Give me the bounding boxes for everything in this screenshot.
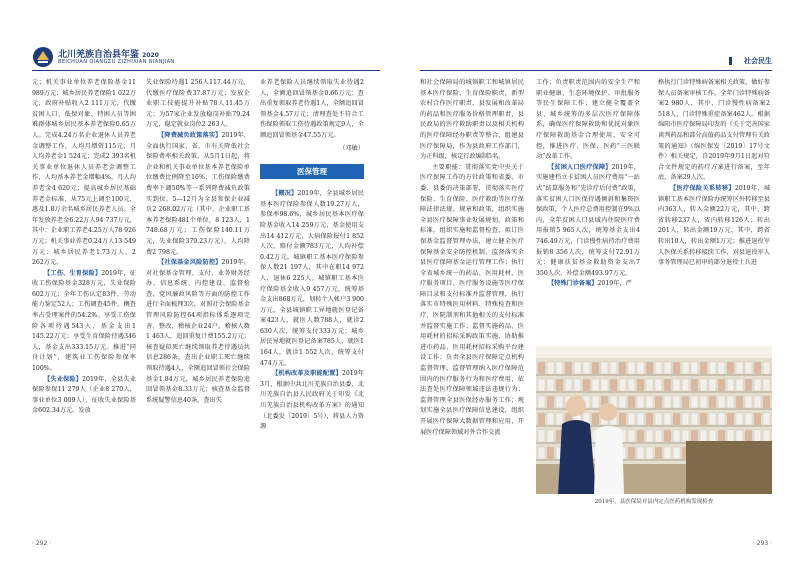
- paragraph-text: 2019年，城镇职工基本医疗保险办统筹区外转移至县内363人，转入金额22万元，其中，跨省转移237人，省内转移126人；转出201人，转出金额19万元，其中，跨省转出10人，转出金额1万元；推进退役军人医保关系转移接续工作，对县退役军人事务管理局已初审的部分退役士兵进: [658, 184, 770, 267]
- paragraph-text: 和社会保障局的城镇职工和城镇居民基本医疗保险、生育保险职责，新型农村合作医疗职责，县发展和改革局的药品和医疗服务价格管理职责，县民政局的医疗救助职责以及相关机构的医疗保障经办职责等整合，组建县医疗保障局，作为县政府工作部门，为正科级，核定行政编制5名。: [420, 79, 524, 161]
- left-column-3: [260, 78, 364, 433]
- paragraph-text: 工作；负责职责范围内的安全生产和职业健康、生态环境保护、审批服务等民生保障工作；建立健全覆盖全县、城乡统筹的多层次医疗保障体系，确保医疗保障救助和优抚对象医疗保障救助基金合理使用、安全可控，推进医疗、医保、医药“三医联动”改革工作。: [536, 79, 640, 161]
- paragraph: [146, 78, 250, 131]
- paragraph: [536, 78, 640, 163]
- paragraph-keyword: 【医疗保险关系转移】: [670, 184, 735, 192]
- paragraph-text: 2019年，对社保基金管理、支付、业务财务经办、信息系统、内控建设、监督检查、党风廉政风险等方面的防控工作进行全面梳理3次，对照社会保险基金管理风险防控64项指标体系逐项完善、整改，稽核企业24户，稽核人数1 463人，追回重复计费155.2万元；核查疑似死亡继续领取养老待遇员共信息286条，查出企业职工死亡继续领取待遇4人，全额追回冒领社会保险基金1.84万元，城乡居民养老保险追回冒领基金8.33万元；核查基金监督系统疑警信息40条，查出失: [146, 259, 250, 404]
- paragraph: [260, 369, 364, 433]
- paragraph-text: 业养老保险人员继续领取失业待遇2人，全额追回冒领基金0.66万元；查出重复领取养老待遇1人，全额追回冒领基金4.57万元；清理查处不符合工伤保险领取工伤待遇政策规定9人，全额追回冒领基金47.55万元。: [260, 79, 364, 139]
- paragraph: [658, 78, 770, 184]
- person-body: [558, 420, 596, 494]
- paragraph: [260, 189, 364, 369]
- person-head: [566, 396, 586, 416]
- paragraph-keyword: 【概况】: [272, 190, 298, 198]
- header-rule: [420, 70, 772, 71]
- pharmacy-inspection-photo: [536, 346, 772, 494]
- section-heading-bar: 医保管理: [260, 164, 364, 179]
- paragraph-keyword: 【特殊门诊备案】: [548, 280, 598, 288]
- paragraph: [420, 163, 524, 438]
- section-marker: [729, 57, 732, 65]
- paragraph-keyword: 【机构改革及职能配置】: [272, 370, 342, 378]
- paragraph-text: 2019年，严: [597, 280, 632, 288]
- left-column-2: [146, 78, 250, 406]
- paragraph-text: 主要职能：贯彻落实党中央关于医疗保障工作的方针政策和省委、市委、县委的决策部署，贯彻落实医疗保险、生育保险、医疗救助等医疗保障法律法规、规章和政策，组织实施全县医疗保障事业发展规划、政策和标准，组织实施和监督检查，拟订医保基金监督管理办法，建立健全医疗保障基金安全防控机制，监督落实全县医疗保障基金运行管理工作；执行全省城乡统一的药品、医用耗材、医疗服务项目、医疗服务设施等医疗保障目录和支付标准并监督管理，执行落实市特殊医用材料、特殊检查和医疗，医院制剂和其他相关的支付标准并监督实施工作；监督实施药品、医用耗材的招标采购政策实施，协助推进市药品、医用耗材招标采购平台建设工作；负责全县医疗保障定点机构监督管理，监督管理纳入医疗保障范围内的医疗服务行为和医疗费用，依法查处医疗保障领域违法违规行为；监督管理全县医保经办服务工作；规划实施全县医疗保障信息建设，组织开展医疗保障大数据管理和应用，开展医疗保障领域对外合作交流: [420, 163, 524, 436]
- paragraph-text: 2019年，征收工伤保险基金328万元，失业保险602万元；全年工伤认定83件，劳动能力鉴定52人；工伤调查45件，稠查率占受理案件的54.2%。享受工伤保险各项待遇543人，基金支出1 145.22万元；享受生育保险待遇346人，基金支出333.15万元。推进“同舟计划”，建筑业工伤保险参保率100%。: [32, 269, 136, 373]
- paragraph-keyword: 【社保基金风险防控】: [158, 259, 222, 267]
- source-note: （邓敏）: [339, 144, 364, 152]
- paragraph: [420, 78, 524, 163]
- header-subtitle: BEICHUAN QIANGZU ZIZHIXIAN NIANJIAN: [58, 59, 175, 65]
- yearbook-logo: [32, 46, 54, 68]
- paragraph-text: 元；机关事业单位养老保险基金11 989万元；城乡居民养老保险1 022万元，政府补贴收入2 111万元，代缴贫困人口、低保对象、特困人员等困难群体城乡居民基本养老保险0.65万人。完成4.24万名企业退休人员养老金调整工作，人均月增资115元，月人均养老金1 524元；完成2 393名机关事业单位退休人员养老金调整工作，人均基本养老金增幅4%，月人均养老金4 620元；提高城乡居民基础养老金标准，从75元上调至100元，惠及1.8万余名城乡居民养老人员。全年发放养老金6.22万人94 737万元，其中：企业职工养老4.25万人78 926万元；机关事业养老0.24万人13 549万元；城乡居民养老1.73万人，2 262万元。: [32, 79, 136, 267]
- paragraph: [32, 375, 136, 417]
- photo-caption: 2019年，县医保局对县内定点医药机构发现检查: [594, 499, 714, 505]
- section-title: 社会民生: [744, 57, 772, 65]
- paragraph-text: 2019年，全县失业保险参保11 279人（企业8 270人，事业单位3 009人），征收失业保险基金602.34万元。发放: [32, 375, 136, 415]
- paragraph-keyword: 【降费减负政策落实】: [158, 131, 222, 139]
- paragraph-keyword: 【失业保险】: [44, 375, 83, 383]
- paragraph-keyword: 【工伤、生育保险】: [44, 269, 102, 277]
- page-number-left: · 292 ·: [32, 540, 52, 547]
- right-page: [400, 0, 800, 569]
- paragraph: [536, 163, 640, 280]
- paragraph: [32, 269, 136, 375]
- paragraph-text: 2019年，全面执行国家、省、市有关降低社会保险费率相关政策，从5月1日起，将企业和机关事业单位基本养老保险单位缴费比例降至16%，工伤保险缴费费率下调50%等一系列降费减负政策实到位。5—12月为全县参保企业减负2 268.02万元（其中，企业职工基本养老保险481个单位，8 123人，1 748.68万元；工伤保险140.11万元，失业保险379.23万元），人均降费2 798元。: [146, 131, 250, 256]
- paragraph-text: 2019年，全县城乡居民基本医疗保险参保人数19.27万人，参保率98.6%，城乡居民基本医疗保险基金收入14 259万元，基金使用支出14 412万元，大病保险报付1 852人次，赔付金额783万元，人均补偿0.42万元。城镇职工基本医疗保险参保人数21 197人，其中在职14 972人，退休6 225人。城镇职工基本医疗保险基金收入9 457万元，统筹基金支出868万元，划转个人帐户3 900万元。全县城镇职工异地就医登记备案423人，就医人数788人，就诊2 630人次，统筹支付333万元；城乡居民异地就医登记备案785人，就医1 164人，就诊1 552人次，统筹支付474万元。: [260, 190, 364, 367]
- right-column-2: [536, 78, 640, 328]
- header-rule: [32, 70, 380, 71]
- paragraph: [146, 258, 250, 406]
- paragraph: [658, 184, 770, 269]
- paragraph-text: 失业保险待遇1 256人117.44万元，代缴医疗保险费37.87万元；发放企业职工技能提升补贴78人11.45万元；为57家企业发放稳岗补贴79.24万元，稳定就业岗位2 263人。: [146, 79, 250, 129]
- paragraph: [260, 78, 364, 142]
- paragraph: [536, 279, 640, 290]
- paragraph: [146, 131, 250, 258]
- paragraph-keyword: 【贫困人口医疗保障】: [548, 163, 612, 171]
- paragraph: [32, 78, 136, 269]
- paragraph-text: 格执行门诊特殊病备案相关政策，做好参保人员备案审核工作。全年门诊特殊病备案2 980人，其中，门诊慢性病备案2 518人，门诊特殊重症备案462人。根据绵阳市医疗保障局印发的《关于完善国家谈判药品和部分高值药品支付管理有关政策的通知》（绵医保发〔2019〕17号文件）相关规定，自2019年9月1日起对符合文件规定的药疗方案进行备案，至年底，备案29人次。: [658, 79, 770, 182]
- page-number-right: · 293 ·: [752, 540, 772, 547]
- paragraph-text: 2019年，实施建档立卡贫困人员医疗费用“一站式”结算服务和“先诊疗后付费”政策，落实贫困人口医保待遇倾斜和集资医保政策，个人医疗总费用控制在9%以内，全年贫困人口县域内住院医疗费用报销5 965人次，统筹基金支出4 746.49万元，门诊慢性病持治疗费用报销8 356人次，统筹支付72.91万元；健康扶贫基金救助资金支出7 350人次，补偿金额493.97万元。: [536, 163, 640, 277]
- right-column-1: [420, 78, 524, 438]
- header-title: 北川羌族自治县年鉴 2020: [58, 50, 159, 60]
- left-column-1: [32, 78, 136, 417]
- right-column-3: [658, 78, 770, 269]
- paragraph-text: 2019年3月，根据中共北川羌族自治县委、北川羌族自治县人民政府关于印发《北川羌族自治县机构改革方案》的通知（北委发〔2019〕5号），将县人力资源: [260, 370, 364, 431]
